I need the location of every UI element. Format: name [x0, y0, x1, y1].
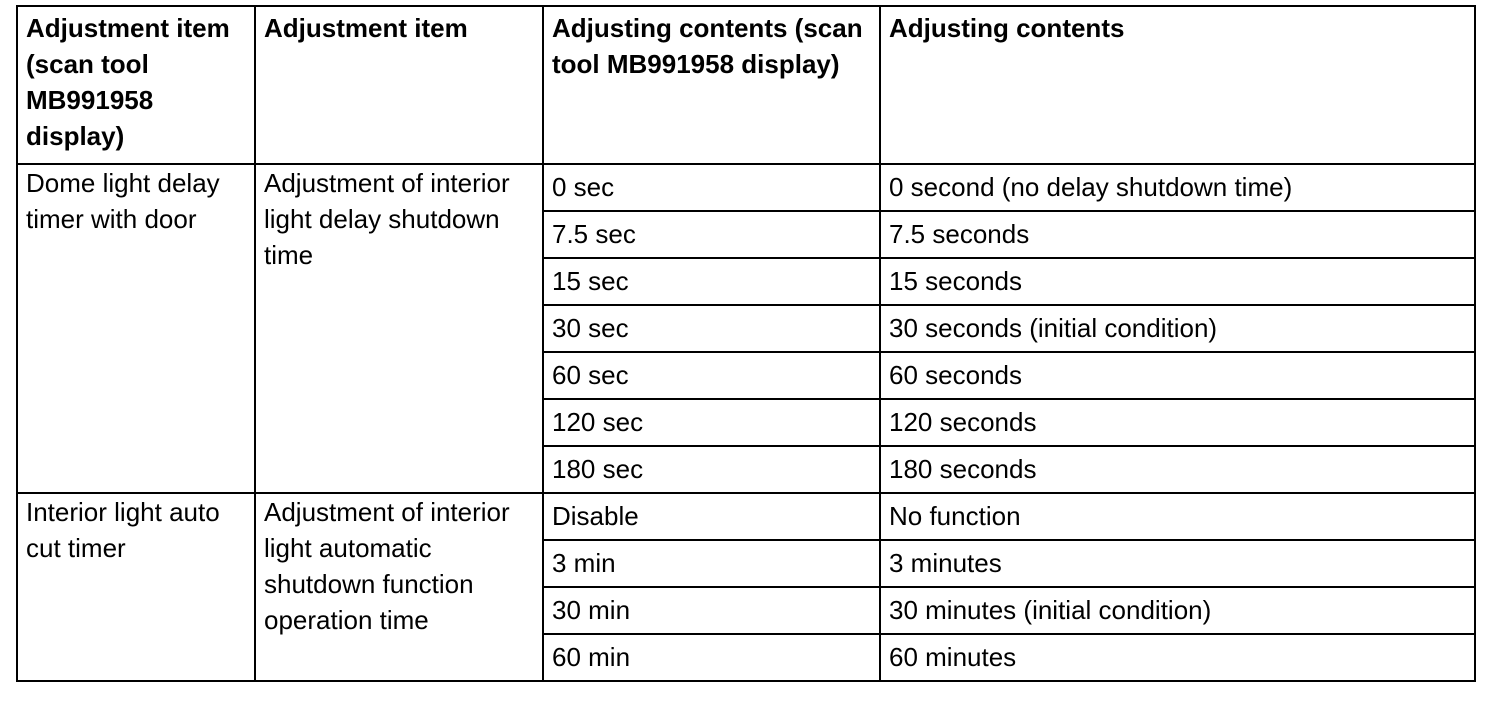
item-display-cell: Interior light auto cut timer [17, 493, 255, 681]
item-display-cell: Dome light delay timer with door [17, 164, 255, 493]
contents-display-cell: 15 sec [543, 258, 880, 305]
item-cell: Adjustment of interior light delay shutdown time [255, 164, 543, 493]
contents-display-cell: 30 sec [543, 305, 880, 352]
contents-cell: 30 minutes (initial condition) [880, 587, 1475, 634]
contents-display-cell: 0 sec [543, 164, 880, 211]
table-row [17, 493, 1475, 540]
contents-display-cell: 180 sec [543, 446, 880, 493]
contents-display-cell: Disable [543, 493, 880, 540]
header-item-display: Adjustment item (scan tool MB991958 display) [17, 6, 255, 164]
contents-cell: 60 minutes [880, 634, 1475, 681]
adjustment-table [16, 5, 1476, 682]
header-item: Adjustment item [255, 6, 543, 164]
contents-display-cell: 120 sec [543, 399, 880, 446]
contents-display-cell: 7.5 sec [543, 211, 880, 258]
contents-display-cell: 60 min [543, 634, 880, 681]
table-row [17, 164, 1475, 211]
header-row [17, 6, 1475, 164]
item-cell: Adjustment of interior light automatic shutdown function operation time [255, 493, 543, 681]
contents-display-cell: 3 min [543, 540, 880, 587]
contents-cell: 180 seconds [880, 446, 1475, 493]
header-contents: Adjusting contents [880, 6, 1475, 164]
contents-cell: 30 seconds (initial condition) [880, 305, 1475, 352]
header-contents-display: Adjusting contents (scan tool MB991958 display) [543, 6, 880, 164]
contents-cell: No function [880, 493, 1475, 540]
contents-cell: 3 minutes [880, 540, 1475, 587]
contents-cell: 7.5 seconds [880, 211, 1475, 258]
contents-cell: 60 seconds [880, 352, 1475, 399]
contents-display-cell: 30 min [543, 587, 880, 634]
contents-cell: 120 seconds [880, 399, 1475, 446]
contents-cell: 15 seconds [880, 258, 1475, 305]
contents-cell: 0 second (no delay shutdown time) [880, 164, 1475, 211]
contents-display-cell: 60 sec [543, 352, 880, 399]
